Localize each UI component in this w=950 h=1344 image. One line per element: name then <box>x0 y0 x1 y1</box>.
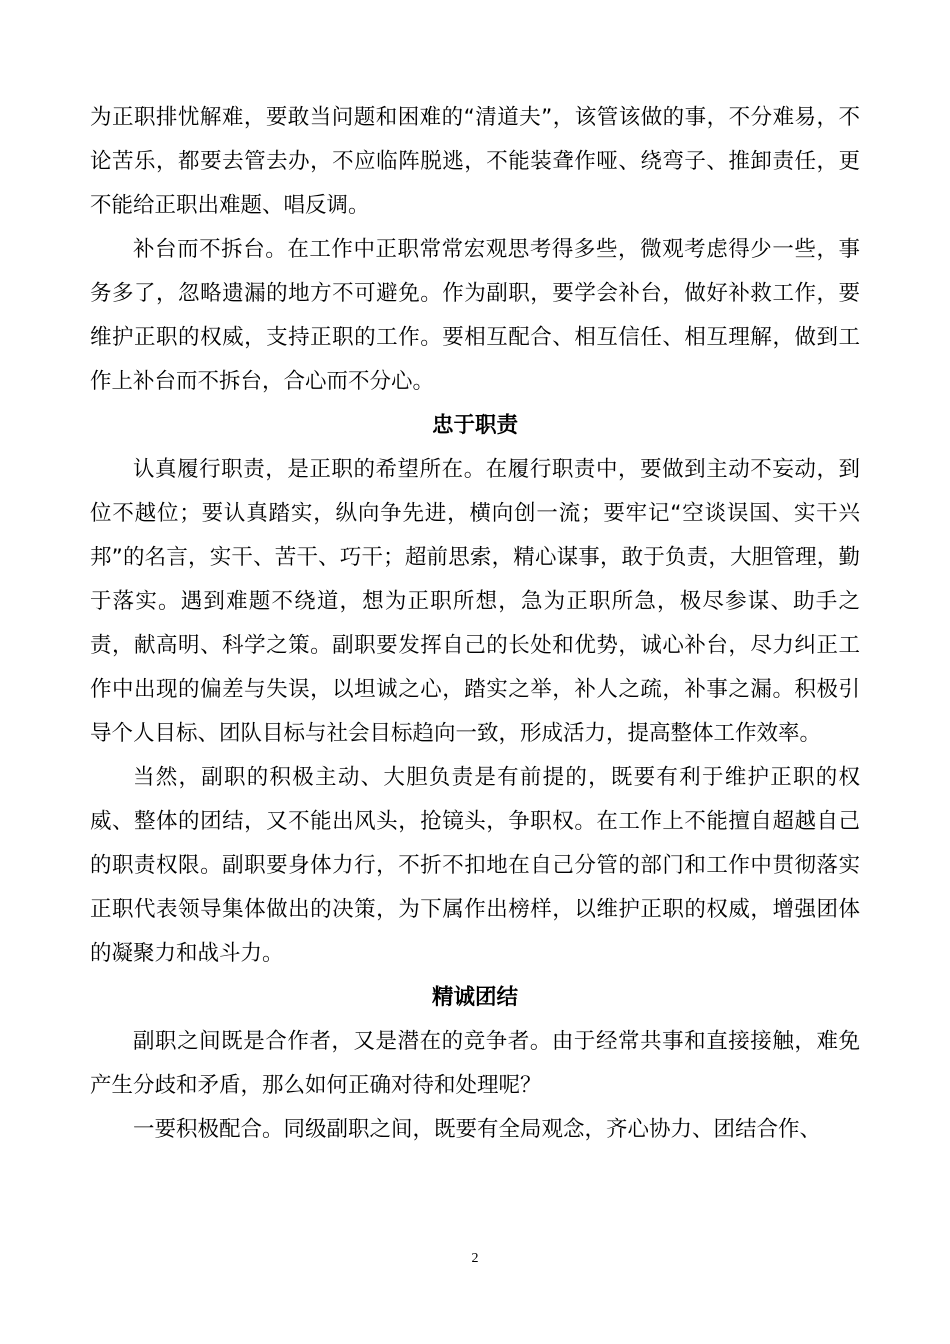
paragraph-continued: 为正职排忧解难，要敢当问题和困难的“清道夫”，该管该做的事，不分难易，不论苦乐，都要去管去办，不应临阵脱逃，不能装聋作哑、绕弯子、推卸责任，更不能给正职出难题、唱反调。 <box>90 105 860 218</box>
paragraph-premise: 当然，副职的积极主动、大胆负责是有前提的，既要有利于维护正职的权威、整体的团结，又不能出风头，抢镜头，争职权。在工作上不能擅自超越自己的职责权限。副职要身体力行，不折不扣地在自己分管的部门和工作中贯彻落实正职代表领导集体做出的决策，为下属作出榜样，以维护正职的权威，增强团体的凝聚力和战斗力。 <box>90 765 860 966</box>
paragraph-cooperation-competition: 副职之间既是合作者，又是潜在的竞争者。由于经常共事和直接接触，难免产生分歧和矛盾，那么如何正确对待和处理呢？ <box>90 1029 860 1098</box>
section-heading-loyalty: 忠于职责 <box>431 413 518 438</box>
section-heading-unity: 精诚团结 <box>431 985 518 1010</box>
paragraph-active-cooperation: 一要积极配合。同级副职之间，既要有全局观念，齐心协力、团结合作、 <box>133 1117 822 1142</box>
paragraph-support-not-undermine: 补台而不拆台。在工作中正职常常宏观思考得多些，微观考虑得少一些，事务多了，忽略遗漏的地方不可避免。作为副职，要学会补台，做好补救工作，要维护正职的权威，支持正职的工作。要相互配合、相互信任、相互理解，做到工作上补台而不拆台，合心而不分心。 <box>90 237 860 394</box>
paragraph-fulfill-duties: 认真履行职责，是正职的希望所在。在履行职责中，要做到主动不妄动，到位不越位；要认真踏实，纵向争先进，横向创一流；要牢记“空谈误国、实干兴邦”的名言，实干、苦干、巧干；超前思索，精心谋事，敢于负责，大胆管理，勤于落实。遇到难题不绕道，想为正职所想，急为正职所急，极尽参谋、助手之责，献高明、科学之策。副职要发挥自己的长处和优势，诚心补台，尽力纠正工作中出现的偏差与失误，以坦诚之心，踏实之举，补人之疏，补事之漏。积极引导个人目标、团队目标与社会目标趋向一致，形成活力，提高整体工作效率。 <box>90 457 860 746</box>
page-number: 2 <box>471 1251 479 1266</box>
document-body <box>90 96 860 1152</box>
